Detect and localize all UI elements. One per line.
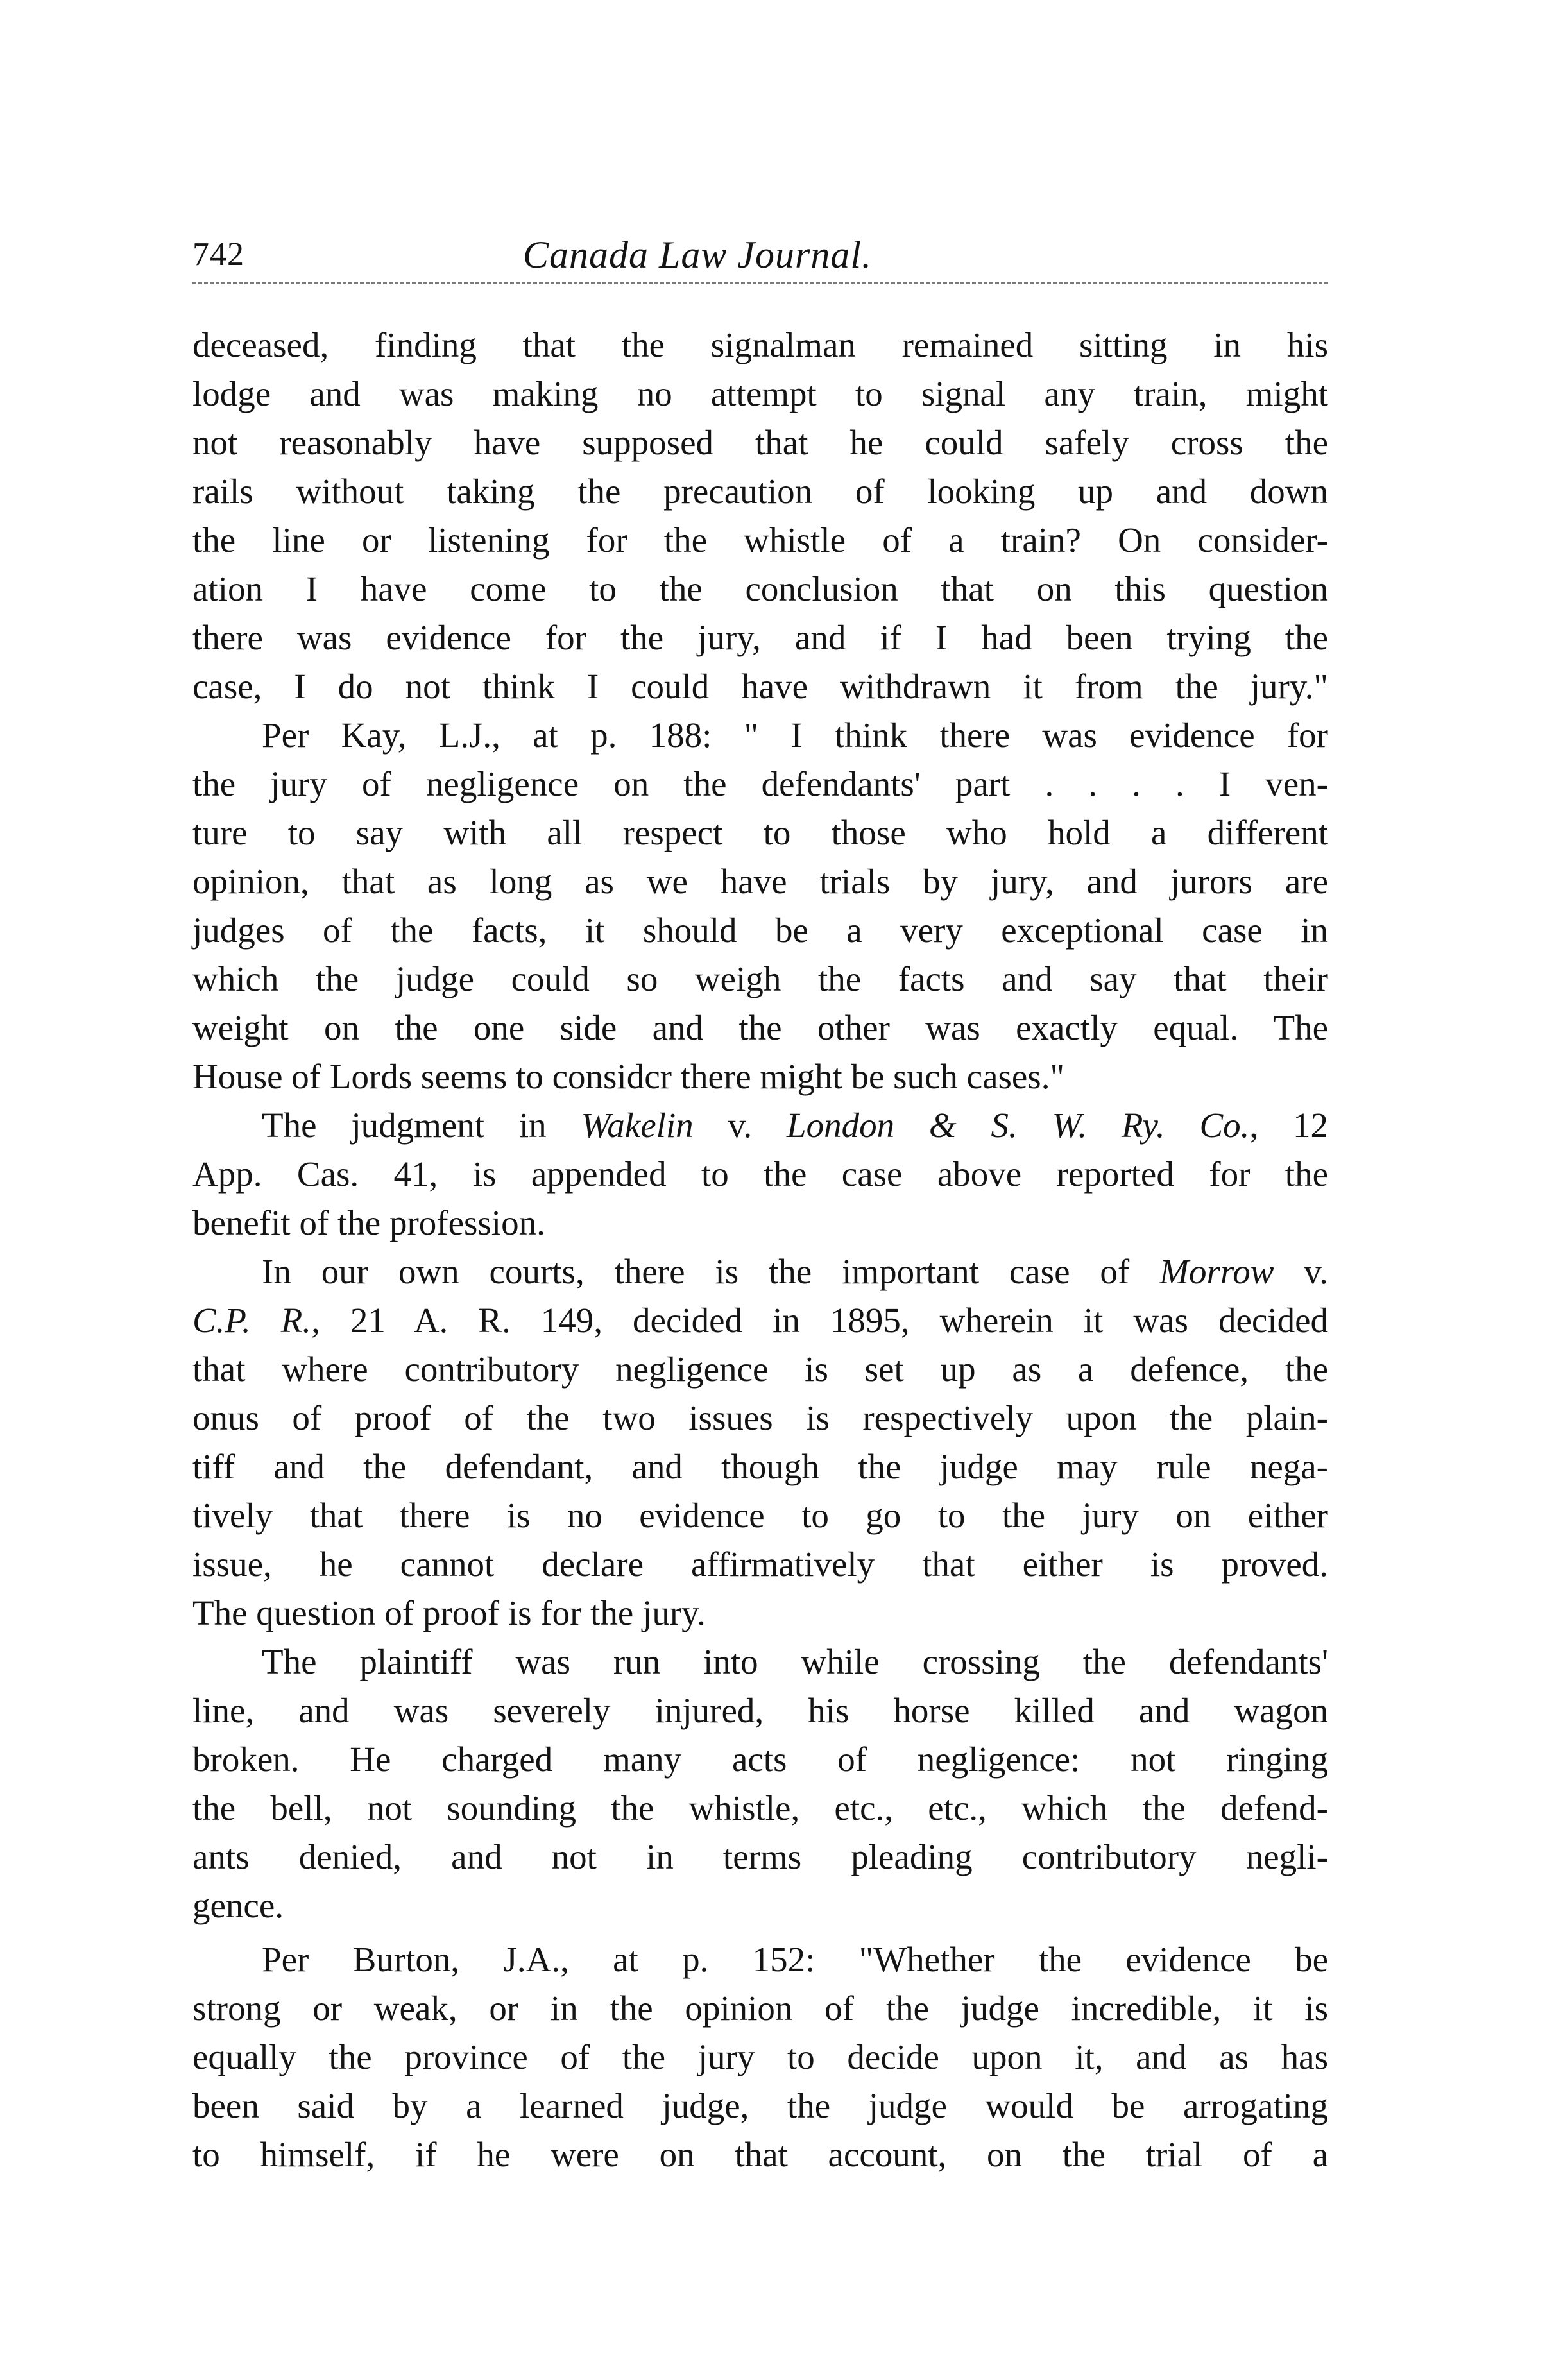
paragraph-3 [192,1101,1328,1247]
text-segment: In our own courts, there is the important case of [262,1252,1160,1291]
text-segment: v. [1274,1252,1328,1291]
text-segment: , 21 A. R. 149, decided in 1895, wherein it was decided [311,1301,1328,1340]
text-line: onus of proof of the two issues is respectively upon the plain- [192,1398,1328,1437]
text-line: case, I do not think I could have withdrawn it from the jury." [192,667,1328,706]
text-line: tiff and the defendant, and though the judge may rule nega- [192,1447,1328,1486]
text-line: ture to say with all respect to those who hold a different [192,813,1328,852]
text-line: there was evidence for the jury, and if I had been trying the [192,618,1328,657]
paragraph-5 [192,1638,1328,1930]
text-segment: v. [693,1106,787,1145]
text-line: which the judge could so weigh the facts and say that their [192,959,1328,998]
text-line: Per Kay, L.J., at p. 188: " I think there was evidence for [262,715,1328,755]
case-name: Morrow [1159,1252,1274,1291]
text-line: rails without taking the precaution of looking up and down [192,472,1328,511]
text-line: lodge and was making no attempt to signal any train, might [192,374,1328,413]
paragraph-1 [192,321,1328,711]
body-text [192,321,1328,2179]
page-number: 742 [192,236,244,273]
text-line: issue, he cannot declare affirmatively that either is proved. [192,1545,1328,1584]
text-line: The question of proof is for the jury. [192,1593,706,1632]
text-line [192,1101,1328,1150]
text-line: line, and was severely injured, his horse killed and wagon [192,1691,1328,1730]
text-line: House of Lords seems to considcr there might be such cases." [192,1057,1064,1096]
text-line: opinion, that as long as we have trials by jury, and jurors are [192,862,1328,901]
case-name: C.P. R. [192,1301,312,1340]
text-line: been said by a learned judge, the judge would be arrogating [192,2086,1328,2125]
text-line: gence. [192,1886,284,1925]
text-line: the jury of negligence on the defendants' part . . . . I ven- [192,764,1328,803]
text-line: not reasonably have supposed that he could safely cross the [192,423,1328,462]
case-name: Wakelin [581,1106,694,1145]
text-line: weight on the one side and the other was exactly equal. The [192,1008,1328,1047]
text-line: Per Burton, J.A., at p. 152: "Whether the evidence be [262,1940,1328,1979]
text-line: judges of the facts, it should be a very exceptional case in [192,911,1328,950]
page-header [192,232,1328,290]
text-line: ation I have come to the conclusion that on this question [192,569,1328,608]
paragraph-2 [192,711,1328,1101]
text-line: App. Cas. 41, is appended to the case above reported for the [192,1154,1328,1194]
header-rule [192,282,1328,284]
text-line: tively that there is no evidence to go to the jury on either [192,1496,1328,1535]
text-line: the bell, not sounding the whistle, etc., etc., which the defend- [192,1788,1328,1828]
text-line: that where contributory negligence is set up as a defence, the [192,1349,1328,1389]
text-line: ants denied, and not in terms pleading contributory negli- [192,1837,1328,1876]
paragraph-6 [192,1935,1328,2179]
paragraph-4 [192,1247,1328,1638]
text-line: strong or weak, or in the opinion of the judge incredible, it is [192,1989,1328,2028]
text-line: benefit of the profession. [192,1203,545,1242]
text-segment: , 12 [1249,1106,1328,1145]
text-line: the line or listening for the whistle of a train? On consider- [192,520,1328,560]
journal-title: Canada Law Journal. [523,234,873,276]
text-line: equally the province of the jury to decide upon it, and as has [192,2037,1328,2076]
text-line: to himself, if he were on that account, on the trial of a [192,2135,1328,2174]
text-line [192,1296,1328,1345]
text-line: deceased, finding that the signalman remained sitting in his [192,325,1328,364]
text-line [192,1247,1328,1296]
text-line: broken. He charged many acts of negligence: not ringing [192,1740,1328,1779]
case-name: London & S. W. Ry. Co. [787,1106,1250,1145]
text-segment: The judgment in [262,1106,581,1145]
text-line: The plaintiff was run into while crossing the defendants' [262,1642,1328,1681]
